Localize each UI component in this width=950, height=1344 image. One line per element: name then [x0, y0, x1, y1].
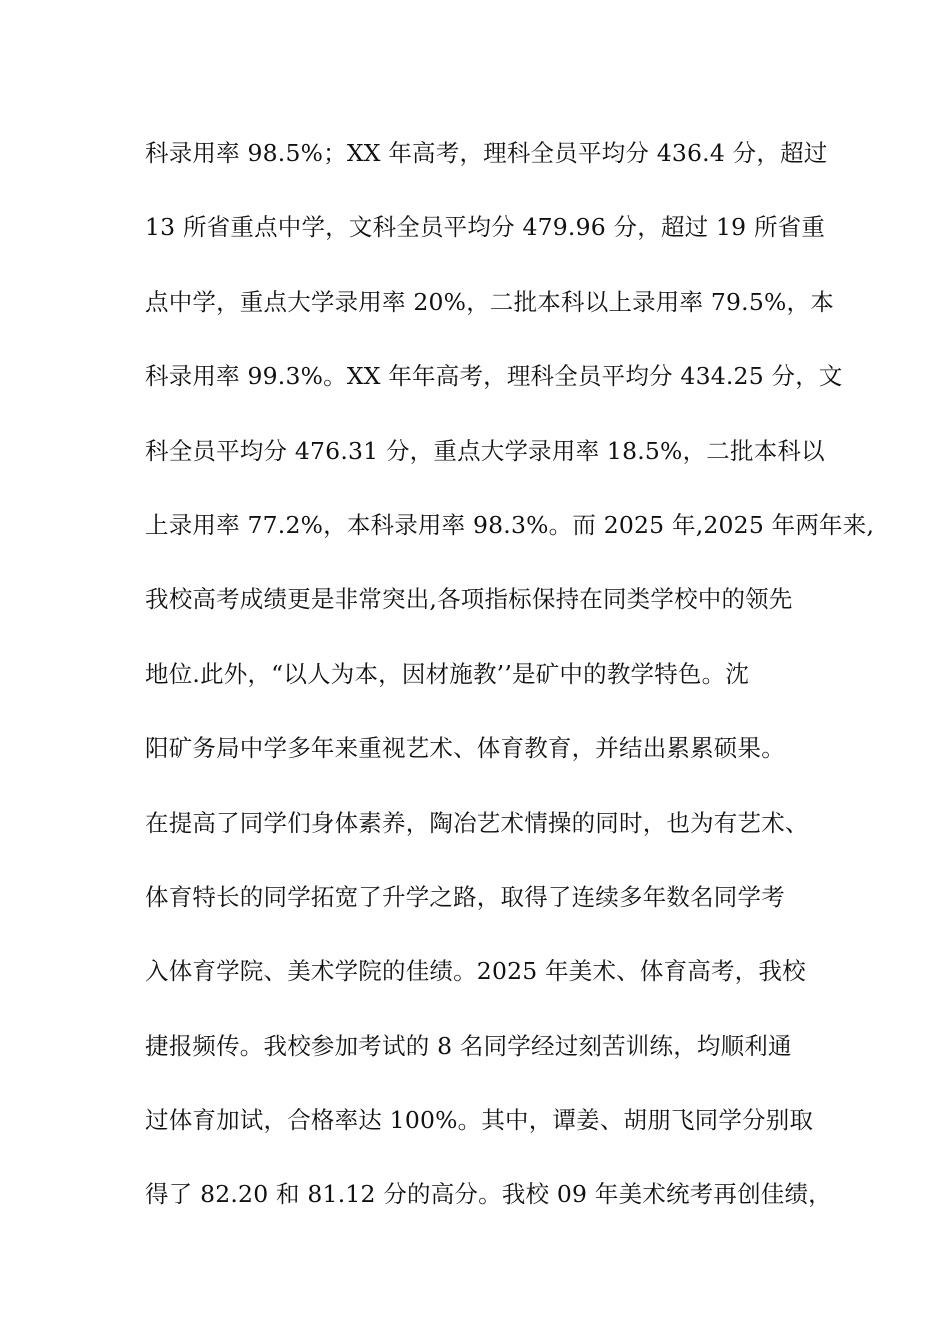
- text-line: 得了 82.20 和 81.12 分的高分。我校 09 年美术统考再创佳绩，: [145, 1180, 832, 1209]
- text-line: 入体育学院、美术学院的佳绩。2025 年美术、体育高考，我校: [145, 957, 806, 986]
- text-line: 科录用率 99.3%。XX 年年高考，理科全员平均分 434.25 分，文: [145, 362, 843, 391]
- text-line: 过体育加试，合格率达 100%。其中，谭姜、胡朋飞同学分别取: [145, 1106, 814, 1135]
- text-line: 点中学，重点大学录用率 20%，二批本科以上录用率 79.5%，本: [145, 287, 834, 316]
- text-line: 地位.此外，“以人为本，因材施教’’是矿中的教学特色。沈: [145, 659, 750, 688]
- text-line: 阳矿务局中学多年来重视艺术、体育教育，并结出累累硕果。: [145, 734, 785, 763]
- text-line: 科全员平均分 476.31 分，重点大学录用率 18.5%，二批本科以: [145, 436, 825, 465]
- text-line: 捷报频传。我校参加考试的 8 名同学经过刻苦训练，均顺利通: [145, 1031, 792, 1060]
- body-text: [145, 133, 875, 1249]
- text-line: 上录用率 77.2%，本科录用率 98.3%。而 2025 年,2025 年两年来,: [145, 510, 875, 539]
- text-line: 在提高了同学们身体素养，陶冶艺术情操的同时，也为有艺术、: [145, 808, 809, 837]
- text-line: 体育特长的同学拓宽了升学之路，取得了连续多年数名同学考: [145, 882, 785, 911]
- text-line: 我校高考成绩更是非常突出,各项指标保持在同类学校中的领先: [145, 585, 793, 614]
- text-line: 科录用率 98.5%；XX 年高考，理科全员平均分 436.4 分，超过: [145, 139, 828, 167]
- text-line: 13 所省重点中学，文科全员平均分 479.96 分，超过 19 所省重: [145, 213, 826, 242]
